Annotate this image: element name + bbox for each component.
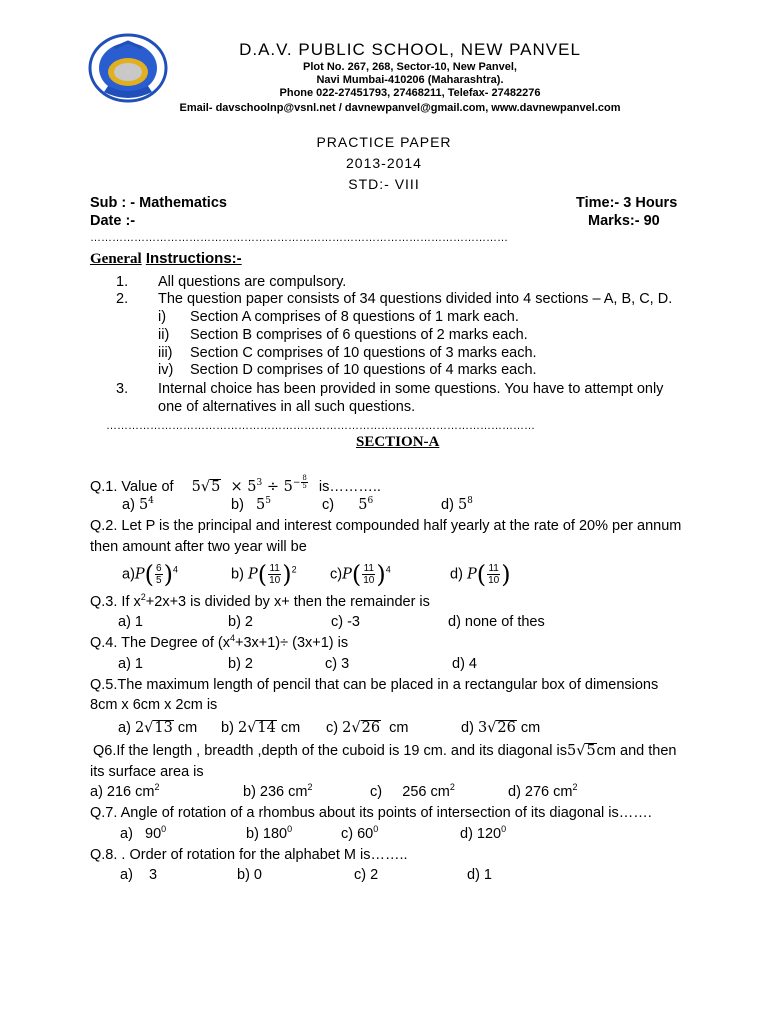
marks-label: Marks:- 90 [588,213,660,229]
instruction-text: Section B comprises of 6 questions of 2 marks each. [190,327,528,343]
option-c: c) 2√26 cm [326,720,409,736]
option-a: a) 216 $cm^2$ [90,782,160,800]
instruction-num: 2. [116,291,129,307]
email-line: Email- davschoolnp@vsnl.net / davnewpanvel@gmail.com, www.davnewpanvel.com [179,102,621,114]
date-label: Date :- [90,213,136,229]
option-c: c) -3 [331,614,360,630]
option-b: b) $180^0$ [246,824,293,842]
instruction-num: 1. [116,274,129,290]
instruction-text: Section A comprises of 8 questions of 1 mark each. [190,309,519,325]
instruction-text: The question paper consists of 34 questions divided into 4 sections – A, B, C, D. [158,291,673,307]
option-b: b) $5^5$ [231,496,271,513]
question-1 [90,475,381,495]
question-6-line2: its surface area is [90,764,204,780]
option-c: c) $5^6$ [322,496,374,513]
option-d: d) 1 [467,867,492,883]
instruction-num: i) [158,309,167,325]
option-a: a) $90^0$ [120,824,167,842]
option-a: a) 1 [118,656,143,672]
phone-line: Phone 022-27451793, 27468211, Telefax- 27482276 [279,87,541,99]
instruction-text: one of alternatives in all such questions. [158,399,416,415]
option-c: c) 256 $cm^2$ [370,782,455,800]
question-3: Q.3. If $x^2+2x+3$ is divided by x+ then the remainder is [90,592,430,610]
option-b: b) 2 [228,656,253,672]
address-line-1: Plot No. 267, 268, Sector-10, New Panvel, [303,61,517,73]
instructions-heading-b: Instructions:- [145,250,242,267]
option-c: c) 2 [354,867,379,883]
option-a: a) $5^4$ [122,496,154,513]
option-c: c) 3 [325,656,350,672]
instruction-num: iv) [158,362,174,378]
question-6-line1: Q6.If the length , breadth ,depth of the cuboid is 19 cm. and its diagonal is5√5cm and then [93,743,677,759]
question-1-tail: is……….. [318,479,381,495]
option-b: b) 0 [237,867,262,883]
question-4: Q.4. The Degree of $(x^4+3x+1)\div (3x+1)$ is [90,633,349,651]
option-d: d) 3√26 cm [461,720,541,736]
option-a: a) 2√13 cm [118,720,198,736]
question-1-stem: Q.1. Value of [90,479,174,495]
question-2-line2: then amount after two year will be [90,539,307,555]
option-a: a)P( $\frac{6}{5}$ )$^4$ [122,560,178,589]
option-d: d) P( $\frac{11}{10}$ ) [450,560,511,589]
option-d: d) $120^0$ [460,824,507,842]
question-2-line1: Q.2. Let P is the principal and interest compounded half yearly at the rate of 20% per annum [90,518,682,534]
paper-std: STD:- VIII [348,176,420,192]
option-c: c)P( $\frac{11}{10}$ )$^4$ [330,560,391,589]
address-line-2: Navi Mumbai-410206 (Maharashtra). [316,74,504,86]
instruction-text: Section D comprises of 10 questions of 4 marks each. [190,362,537,378]
option-c: c) $60^0$ [341,824,379,842]
option-b: b) 2√14 cm [221,720,301,736]
question-5-line2: 8cm x 6cm x 2cm is [90,697,218,713]
instruction-num: 3. [116,381,129,397]
paper-title: PRACTICE PAPER [316,134,452,150]
instruction-num: iii) [158,345,173,361]
question-1-expression: $5√5 \times 5^3 \div 5^{- \frac{8}{5}}$ [191,474,307,495]
instruction-num: ii) [158,327,170,343]
option-a: a) 1 [118,614,143,630]
separator-dots: ……………………………………………………………………………………………………… [106,420,535,432]
subject-label: Sub : - Mathematics [90,195,227,211]
section-title: SECTION-A [356,434,440,450]
option-d: d) 4 [452,656,477,672]
option-d: d) 276 $cm^2$ [508,782,578,800]
paper-year: 2013-2014 [346,155,422,171]
question-8: Q.8. . Order of rotation for the alphabet M is…….. [90,847,408,863]
time-label: Time:- 3 Hours [576,195,678,211]
instruction-text: Section C comprises of 10 questions of 3 marks each. [190,345,537,361]
separator-dots: …………………………………………………………………………………………………… [90,232,508,244]
instructions-heading [90,250,242,268]
question-5-line1: Q.5.The maximum length of pencil that can be placed in a rectangular box of dimensions [90,677,659,693]
option-b: b) 2 [228,614,253,630]
instruction-text: All questions are compulsory. [158,274,347,290]
option-b: b) 236 $cm^2$ [243,782,313,800]
option-a: a) 3 [120,867,158,883]
option-d: d) none of thes [448,614,545,630]
school-name: D.A.V. PUBLIC SCHOOL, NEW PANVEL [239,40,581,59]
option-b: b) P( $\frac{11}{10}$ )$^2$ [231,560,297,589]
question-7: Q.7. Angle of rotation of a rhombus about its points of intersection of its diagonal is……. [90,805,652,821]
instruction-text: Internal choice has been provided in some questions. You have to attempt only [158,381,664,397]
option-d: d) $5^8$ [441,496,473,513]
instructions-heading-a: General [90,251,142,267]
